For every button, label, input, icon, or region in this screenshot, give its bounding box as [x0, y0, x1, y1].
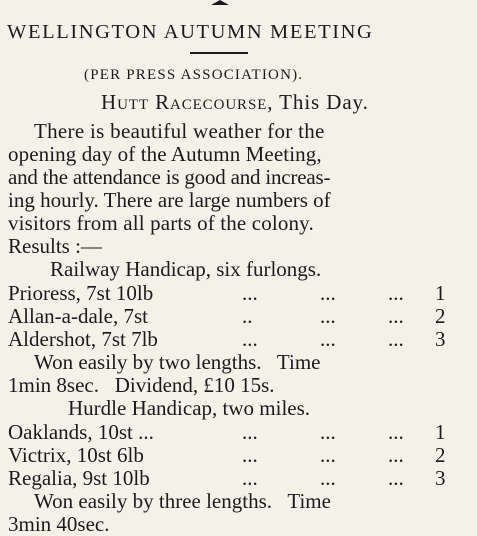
result-place: 1 [435, 420, 446, 444]
intro-line: opening day of the Autumn Meeting, [8, 142, 322, 166]
result-horse: Aldershot, 7st 7lb [8, 327, 158, 351]
result-place: 2 [435, 304, 446, 328]
dateline-place: Hutt Racecourse [101, 90, 268, 114]
leader-dots: ... [242, 327, 258, 351]
intro-line: ing hourly. There are large numbers of [8, 188, 331, 212]
ornament-icon [211, 0, 229, 5]
leader-dots: ... [242, 420, 258, 444]
headline: WELLINGTON AUTUMN MEETING [7, 21, 374, 43]
leader-dots: ... [242, 466, 258, 490]
result-row [8, 281, 468, 305]
result-place: 3 [435, 466, 446, 490]
race-summary: Won easily by two lengths. Time [34, 350, 321, 374]
intro-line: and the attendance is good and increas- [8, 165, 331, 189]
leader-dots: ... [320, 443, 336, 467]
result-row [8, 304, 468, 328]
leader-dots: ... [388, 281, 404, 305]
leader-dots: ... [320, 420, 336, 444]
result-horse: Prioress, 7st 10lb [8, 281, 154, 305]
result-place: 1 [435, 281, 446, 305]
leader-dots: ... [388, 443, 404, 467]
intro-line: visitors from all parts of the colony. [8, 211, 314, 235]
race-summary: 3min 40sec. [8, 512, 110, 536]
result-horse: Allan-a-dale, 7st [8, 304, 148, 328]
headline-rule [190, 52, 248, 54]
result-horse: Victrix, 10st 6lb [8, 443, 144, 467]
byline: (PER PRESS ASSOCIATION). [84, 67, 304, 83]
result-place: 2 [435, 443, 446, 467]
result-row [8, 466, 468, 490]
result-horse: Oaklands, 10st ... [8, 420, 154, 444]
leader-dots: ... [388, 420, 404, 444]
result-row [8, 443, 468, 467]
result-row [8, 420, 468, 444]
leader-dots: ... [242, 443, 258, 467]
leader-dots: .. [242, 304, 253, 328]
dateline [101, 90, 369, 114]
race-title: Railway Handicap, six furlongs. [50, 257, 322, 281]
intro-line: Results :— [8, 234, 102, 258]
race-title: Hurdle Handicap, two miles. [68, 396, 311, 420]
leader-dots: ... [388, 466, 404, 490]
result-horse: Regalia, 9st 10lb [8, 466, 150, 490]
leader-dots: ... [320, 327, 336, 351]
race-summary: Won easily by three lengths. Time [34, 489, 331, 513]
race-summary: 1min 8sec. Dividend, £10 15s. [8, 373, 275, 397]
result-place: 3 [435, 327, 446, 351]
leader-dots: ... [242, 281, 258, 305]
leader-dots: ... [388, 304, 404, 328]
leader-dots: ... [320, 304, 336, 328]
leader-dots: ... [388, 327, 404, 351]
intro-line: There is beautiful weather for the [34, 119, 325, 143]
dateline-rest: , This Day. [267, 90, 369, 114]
leader-dots: ... [320, 466, 336, 490]
leader-dots: ... [320, 281, 336, 305]
result-row [8, 327, 468, 351]
